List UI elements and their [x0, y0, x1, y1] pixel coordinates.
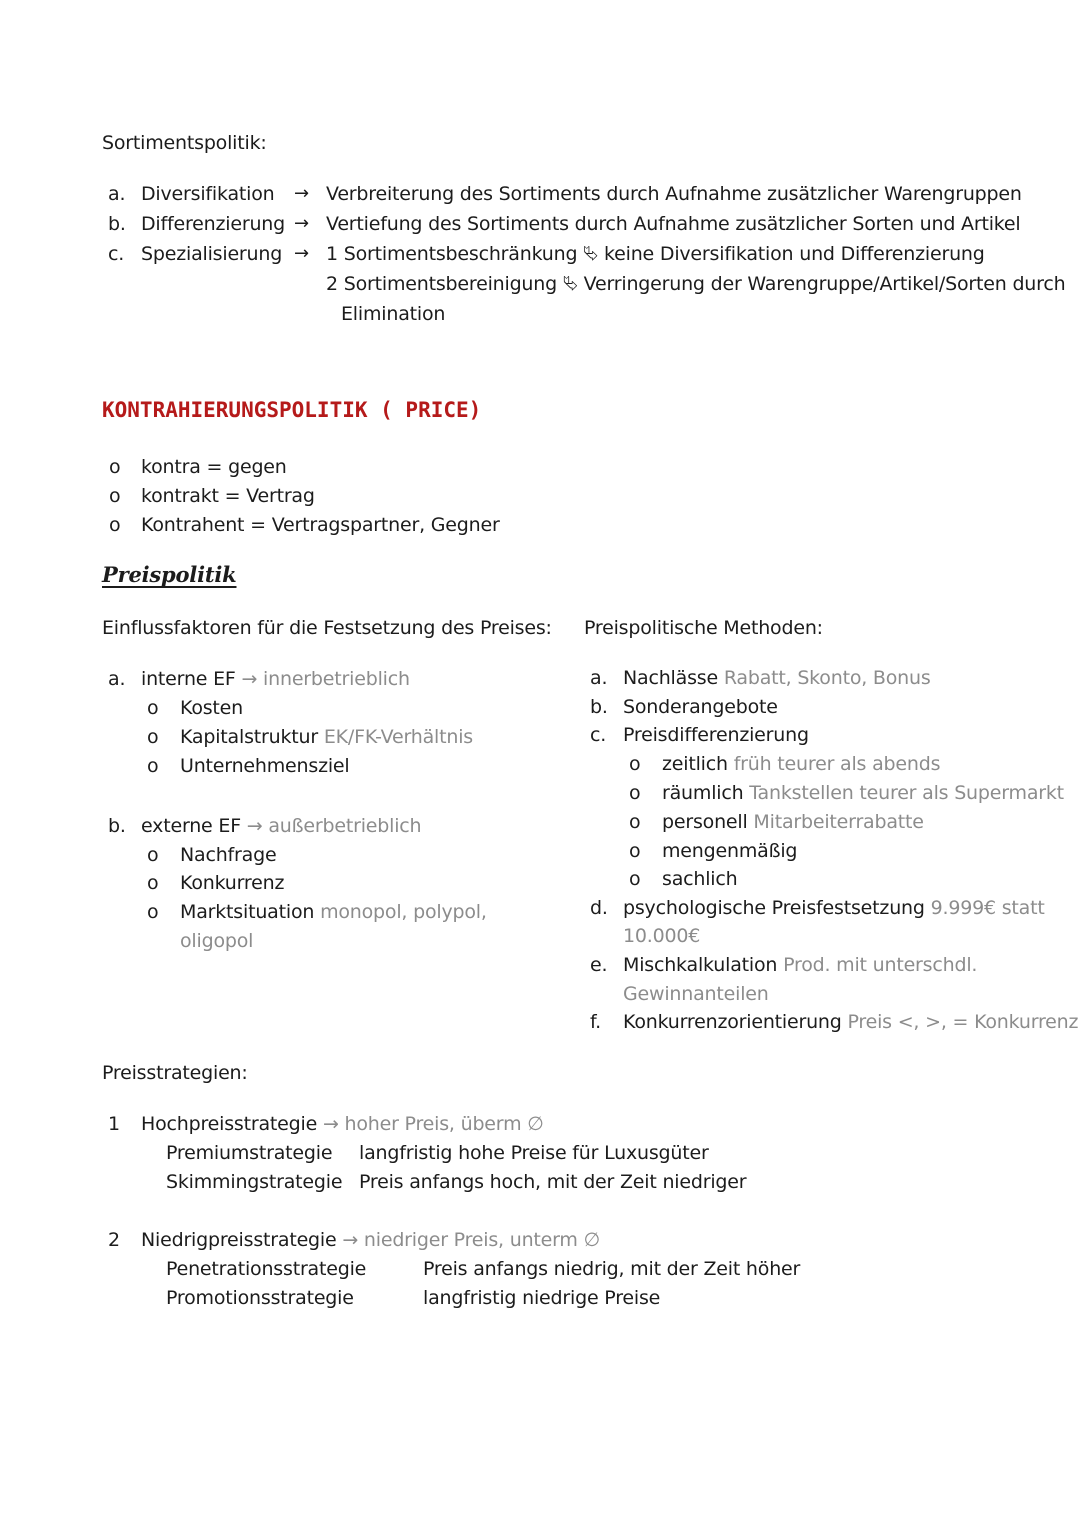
bullet-line: [662, 810, 924, 834]
list-marker: 1: [108, 1113, 120, 1135]
bullet-text: mengenmäßig: [662, 840, 798, 862]
method-note: Preis <, >, = Konkurrenz: [847, 1011, 1079, 1033]
strategy-line: [141, 1112, 544, 1136]
sortiment-title: Sortimentspolitik:: [102, 132, 267, 154]
bullet-marker: o: [109, 485, 121, 507]
bullet-marker: o: [147, 726, 159, 748]
bullet-note: Tankstellen teurer als Supermarkt: [749, 782, 1064, 804]
strategy-note: → hoher Preis, überm ∅: [322, 1113, 544, 1135]
kontra-heading: KONTRAHIERUNGSPOLITIK ( PRICE): [102, 398, 482, 422]
interne-ef-line: [141, 667, 410, 691]
interne-ef-note: → innerbetrieblich: [241, 668, 410, 690]
list-marker: a.: [108, 183, 126, 205]
strategy-desc: langfristig hohe Preise für Luxusgüter: [359, 1142, 709, 1164]
strategy-desc: langfristig niedrige Preise: [423, 1287, 661, 1309]
term-differenzierung: Differenzierung: [141, 213, 285, 235]
desc-spezialisierung: 1 Sortimentsbeschränkung ⮱ keine Diversifikation und Differenzierung: [326, 243, 985, 265]
strategien-title: Preisstrategien:: [102, 1062, 248, 1084]
bullet-marker: o: [109, 514, 121, 536]
bullet-text: Kosten: [180, 697, 244, 719]
bullet-note-cont: oligopol: [180, 930, 254, 952]
list-marker: c.: [590, 724, 607, 746]
desc-sortimentsbereinigung-cont: Elimination: [341, 303, 446, 325]
list-marker: b.: [108, 213, 126, 235]
bullet-note: früh teurer als abends: [733, 753, 941, 775]
method-text: Nachlässe: [623, 667, 718, 689]
bullet-marker: o: [147, 872, 159, 894]
list-marker: c.: [108, 243, 125, 265]
arrow-icon: →: [294, 213, 309, 234]
bullet-text: räumlich: [662, 782, 744, 804]
bullet-text: personell: [662, 811, 748, 833]
bullet-marker: o: [629, 753, 641, 775]
strategy-desc: Preis anfangs niedrig, mit der Zeit höher: [423, 1258, 801, 1280]
bullet-line: [662, 752, 940, 776]
term-diversifikation: Diversifikation: [141, 183, 275, 205]
bullet-line: [180, 900, 487, 924]
bullet-text: kontra = gegen: [141, 456, 287, 478]
method-line: [623, 666, 931, 690]
bullet-text: Konkurrenz: [180, 872, 285, 894]
method-text: Konkurrenzorientierung: [623, 1011, 842, 1033]
desc-differenzierung: Vertiefung des Sortiments durch Aufnahme zusätzlicher Sorten und Artikel: [326, 213, 1021, 235]
method-text: psychologische Preisfestsetzung: [623, 897, 925, 919]
strategy-label: Niedrigpreisstrategie: [141, 1229, 337, 1251]
method-text: Preisdifferenzierung: [623, 724, 809, 746]
bullet-marker: o: [147, 697, 159, 719]
bullet-note: EK/FK-Verhältnis: [323, 726, 473, 748]
bullet-marker: o: [629, 868, 641, 890]
list-marker: f.: [590, 1011, 601, 1033]
externe-ef-note: → außerbetrieblich: [246, 815, 422, 837]
bullet-text: Nachfrage: [180, 844, 277, 866]
method-line: [623, 1010, 1078, 1034]
bullet-text: zeitlich: [662, 753, 728, 775]
method-note-cont: 10.000€: [623, 925, 701, 947]
strategy-desc: Preis anfangs hoch, mit der Zeit niedriger: [359, 1171, 747, 1193]
bullet-text: Marktsituation: [180, 901, 315, 923]
externe-ef-label: externe EF: [141, 815, 241, 837]
arrow-icon: →: [294, 183, 309, 204]
bullet-marker: o: [147, 755, 159, 777]
method-note: 9.999€ statt: [930, 897, 1045, 919]
method-text: Sonderangebote: [623, 696, 778, 718]
bullet-text: Kapitalstruktur: [180, 726, 318, 748]
bullet-text: kontrakt = Vertrag: [141, 485, 315, 507]
method-note-cont: Gewinnanteilen: [623, 983, 769, 1005]
method-note: Rabatt, Skonto, Bonus: [723, 667, 931, 689]
bullet-marker: o: [629, 811, 641, 833]
strategy-name: Skimmingstrategie: [166, 1171, 343, 1193]
externe-ef-line: [141, 814, 421, 838]
list-marker: b.: [108, 815, 126, 837]
method-line: [623, 896, 1045, 920]
interne-ef-label: interne EF: [141, 668, 236, 690]
preis-heading: Preispolitik: [102, 562, 237, 587]
bullet-marker: o: [629, 782, 641, 804]
strategy-line: [141, 1228, 600, 1252]
bullet-text: sachlich: [662, 868, 738, 890]
method-text: Mischkalkulation: [623, 954, 778, 976]
list-marker: a.: [108, 668, 126, 690]
desc-diversifikation: Verbreiterung des Sortiments durch Aufnahme zusätzlicher Warengruppen: [326, 183, 1022, 205]
method-line: [623, 953, 977, 977]
strategy-name: Promotionsstrategie: [166, 1287, 354, 1309]
arrow-icon: →: [294, 243, 309, 264]
strategy-note: → niedriger Preis, unterm ∅: [342, 1229, 600, 1251]
term-spezialisierung: Spezialisierung: [141, 243, 283, 265]
einflussfaktoren-header: Einflussfaktoren für die Festsetzung des Preises:: [102, 617, 552, 639]
bullet-note: Mitarbeiterrabatte: [753, 811, 924, 833]
bullet-text: Kontrahent = Vertragspartner, Gegner: [141, 514, 500, 536]
strategy-name: Penetrationsstrategie: [166, 1258, 367, 1280]
bullet-marker: o: [147, 844, 159, 866]
bullet-marker: o: [629, 840, 641, 862]
strategy-name: Premiumstrategie: [166, 1142, 333, 1164]
list-marker: b.: [590, 696, 608, 718]
methoden-header: Preispolitische Methoden:: [584, 617, 823, 639]
desc-sortimentsbereinigung: 2 Sortimentsbereinigung ⮱ Verringerung der Warengruppe/Artikel/Sorten durch: [326, 273, 1066, 295]
strategy-label: Hochpreisstrategie: [141, 1113, 318, 1135]
list-marker: 2: [108, 1229, 120, 1251]
bullet-text: Unternehmensziel: [180, 755, 350, 777]
bullet-marker: o: [109, 456, 121, 478]
list-marker: d.: [590, 897, 608, 919]
bullet-line: [662, 781, 1064, 805]
bullet-line: [180, 725, 473, 749]
bullet-marker: o: [147, 901, 159, 923]
list-marker: e.: [590, 954, 608, 976]
method-note: Prod. mit unterschdl.: [783, 954, 978, 976]
bullet-note: monopol, polypol,: [320, 901, 487, 923]
list-marker: a.: [590, 667, 608, 689]
